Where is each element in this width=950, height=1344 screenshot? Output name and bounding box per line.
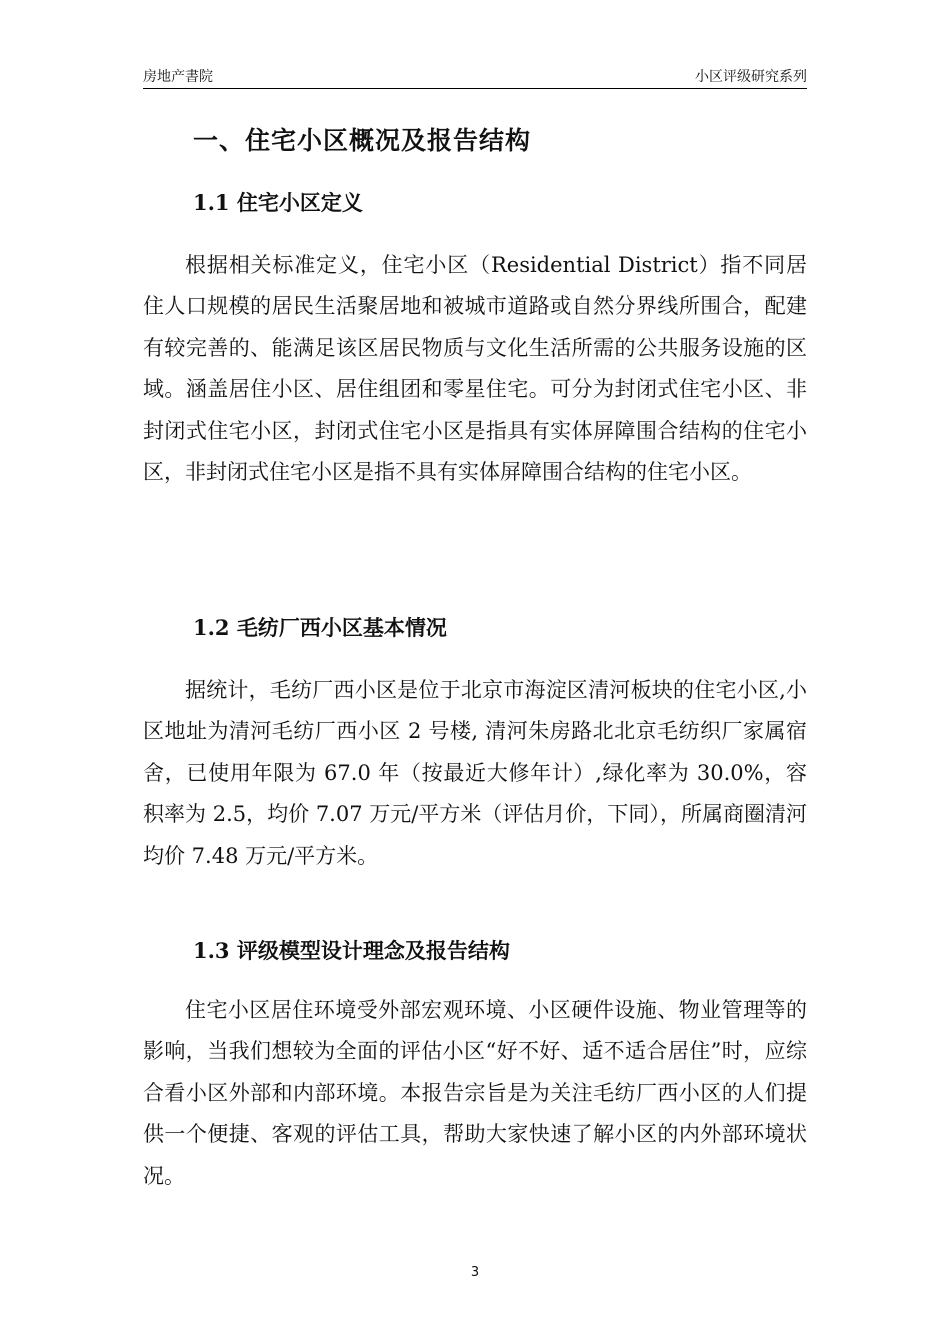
subsection-heading-definition: 1.1 住宅小区定义 [193,190,363,215]
header-publisher: 房地产書院 [143,69,213,85]
paragraph-basic-info: 据统计，毛纺厂西小区是位于北京市海淀区清河板块的住宅小区,小区地址为清河毛纺厂西小区 2 号楼, 清河朱房路北北京毛纺织厂家属宿舍，已使用年限为 67.0 年（按最近大修年计）,绿化率为 30.0%，容积率为 2.5，均价 7.07 万元/平方米（评估月价，下同），所属商圈清河均价 7.48 万元/平方米。 [143,678,807,868]
section-title: 一、住宅小区概况及报告结构 [193,126,532,155]
subsection-heading-basic-info: 1.2 毛纺厂西小区基本情况 [193,615,447,640]
subsection-heading-model-design: 1.3 评级模型设计理念及报告结构 [193,938,510,963]
header-series-title: 小区评级研究系列 [695,69,807,85]
page-number: 3 [470,1265,480,1280]
paragraph-definition: 根据相关标准定义，住宅小区（Residential District）指不同居住人口规模的居民生活聚居地和被城市道路或自然分界线所围合，配建有较完善的、能满足该区居民物质与文化生活所需的公共服务设施的区域。涵盖居住小区、居住组团和零星住宅。可分为封闭式住宅小区、非封闭式住宅小区，封闭式住宅小区是指具有实体屏障围合结构的住宅小区，非封闭式住宅小区是指不具有实体屏障围合结构的住宅小区。 [143,253,807,485]
page-header [143,66,807,89]
paragraph-model-design: 住宅小区居住环境受外部宏观环境、小区硬件设施、物业管理等的影响，当我们想较为全面的评估小区“好不好、适不适合居住”时，应综合看小区外部和内部环境。本报告宗旨是为关注毛纺厂西小区的人们提供一个便捷、客观的评估工具，帮助大家快速了解小区的内外部环境状况。 [143,998,807,1188]
